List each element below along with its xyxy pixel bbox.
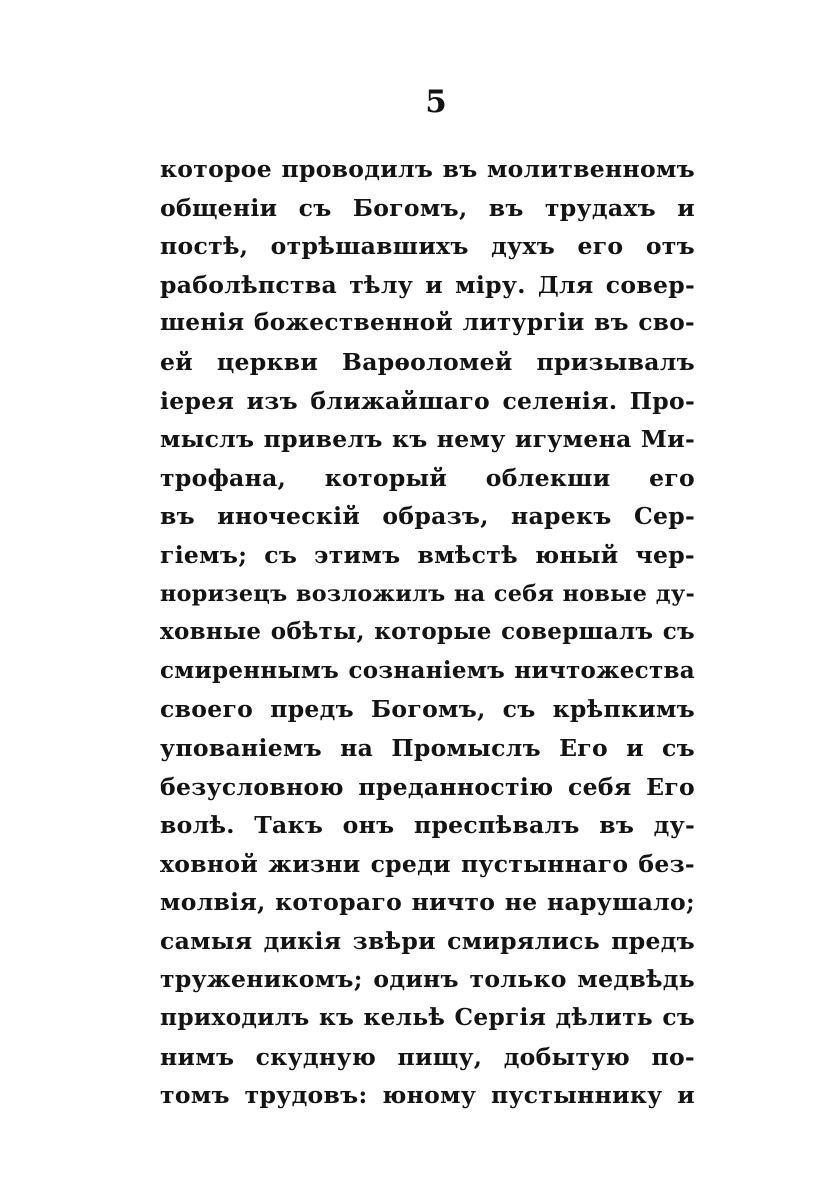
text-line: молвія, котораго ничто не нарушало; xyxy=(160,888,695,917)
text-line: мыслъ привелъ къ нему игумена Ми- xyxy=(160,425,695,454)
text-line: которое проводилъ въ молитвенномъ xyxy=(160,155,695,183)
text-line: самыя дикія звѣри смирялись предъ xyxy=(160,926,695,955)
text-line: въ иноческій образъ, нарекъ Сер- xyxy=(160,502,695,531)
text-line: норизецъ возложилъ на себя новые ду- xyxy=(160,580,695,607)
text-line: труженикомъ; одинъ только медвѣдь xyxy=(160,965,695,994)
page-number: 5 xyxy=(425,84,447,120)
text-line: постѣ, отрѣшавшихъ духъ его отъ xyxy=(160,232,695,261)
text-line: волѣ. Такъ онъ преспѣвалъ въ ду- xyxy=(160,811,695,840)
text-line: смиреннымъ сознаніемъ ничтожества xyxy=(160,656,695,684)
text-line: приходилъ къ кельѣ Сергія дѣлить съ xyxy=(160,1004,695,1032)
text-line: ей церкви Варѳоломей призывалъ xyxy=(160,347,695,376)
text-line: упованіемъ на Промыслъ Его и съ xyxy=(160,733,695,762)
text-line: ховные обѣты, которые совершалъ съ xyxy=(160,618,695,646)
text-line: шенія божественной литургіи въ сво- xyxy=(160,309,695,337)
text-line: трофана, который облекши его xyxy=(160,463,695,492)
text-line: гіемъ; съ этимъ вмѣстѣ юный чер- xyxy=(160,540,695,569)
text-line: нимъ скудную пищу, добытую по- xyxy=(160,1042,695,1071)
text-line: томъ трудовъ: юному пустыннику и xyxy=(160,1081,695,1110)
text-line: безусловною преданностію себя Его xyxy=(160,772,695,801)
text-line: своего предъ Богомъ, съ крѣпкимъ xyxy=(160,695,695,724)
text-line: іерея изъ ближайшаго селенія. Про- xyxy=(160,386,695,415)
text-line: общеніи съ Богомъ, въ трудахъ и xyxy=(160,193,695,222)
text-line: раболѣпства тѣлу и міру. Для совер- xyxy=(160,270,695,299)
text-line: ховной жизни среди пустыннаго без- xyxy=(160,849,695,878)
text-block xyxy=(160,150,695,1115)
